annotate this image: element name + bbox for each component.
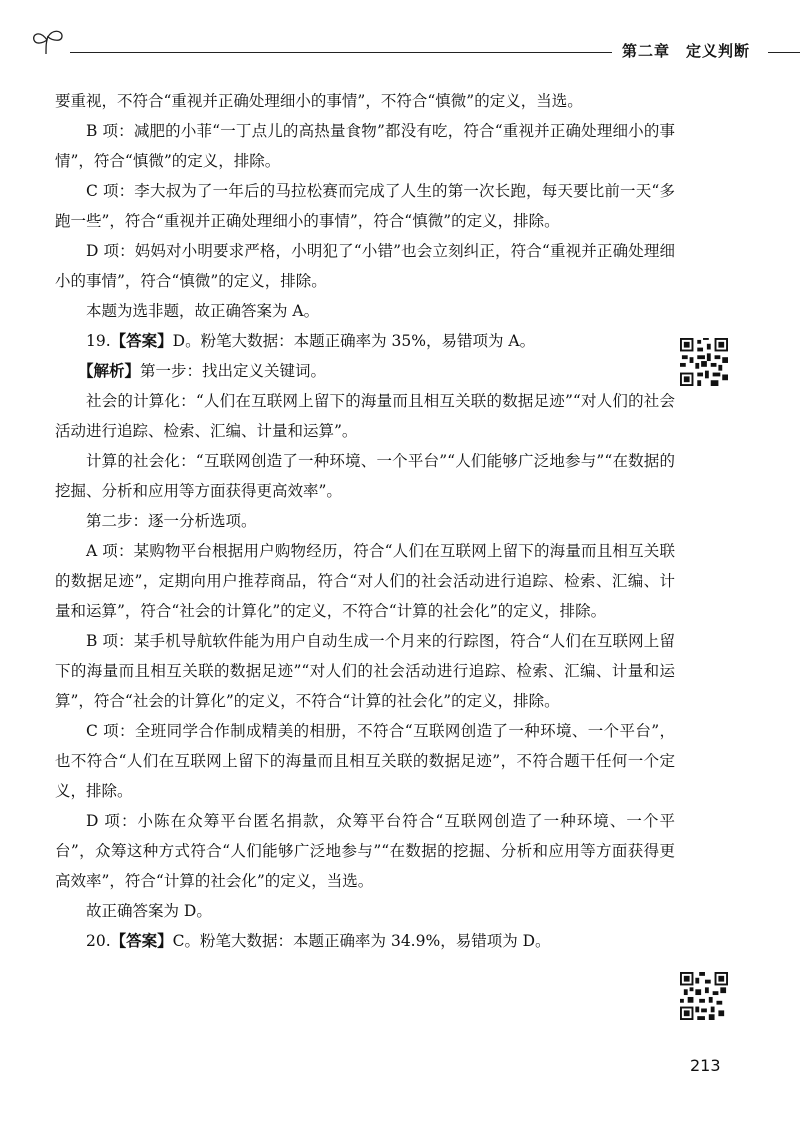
paragraph-option-b-19: B 项：某手机导航软件能为用户自动生成一个月来的行踪图，符合“人们在互联网上留下的海量而且相互关联的数据足迹”“对人们的社会活动进行追踪、检索、汇编、计量和运算”，符合“社会的计算化”的定义，不符合“计算的社会化”的定义，排除。 [55,632,675,710]
paragraph-answer-20: 20.【答案】C。粉笔大数据：本题正确率为 34.9%，易错项为 D。 [86,932,551,950]
paragraph-option-c: C 项：李大叔为了一年后的马拉松赛而完成了人生的第一次长跑，每天要比前一天“多跑一些”，符合“重视并正确处理细小的事情”，符合“慎微”的定义，排除。 [55,182,675,230]
paragraph-definition-2: 计算的社会化：“互联网创造了一种环境、一个平台”“人们能够广泛地参与”“在数据的挖掘、分析和应用等方面获得更高效率”。 [55,452,675,500]
paragraph-option-d-19: D 项：小陈在众筹平台匿名捐款，众筹平台符合“互联网创造了一种环境、一个平台”，众筹这种方式符合“人们能够广泛地参与”“在数据的挖掘、分析和应用等方面获得更高效率”，符合“计算的社会化”的定义，当选。 [55,812,675,890]
sprout-icon [30,28,66,56]
chapter-title: 第二章 定义判断 [622,42,751,60]
page-number: 213 [690,1056,721,1075]
paragraph-continuation: 要重视，不符合“重视并正确处理细小的事情”，不符合“慎微”的定义，当选。 [55,92,583,110]
paragraph-answer-19: 19.【答案】D。粉笔大数据：本题正确率为 35%，易错项为 A。 [86,332,536,350]
paragraph-definition-1: 社会的计算化：“人们在互联网上留下的海量而且相互关联的数据足迹”“对人们的社会活动进行追踪、检索、汇编、计量和运算”。 [55,392,675,440]
header-rule-right [768,52,800,53]
header-rule-left [70,52,612,53]
page-header [30,28,800,64]
paragraph-option-c-19: C 项：全班同学合作制成精美的相册，不符合“互联网创造了一种环境、一个平台”，也不符合“人们在互联网上留下的海量而且相互关联的数据足迹”，不符合题干任何一个定义，排除。 [55,722,675,800]
paragraph-analysis-19: 【解析】第一步：找出定义关键词。 [78,362,327,380]
paragraph-option-d: D 项：妈妈对小明要求严格，小明犯了“小错”也会立刻纠正，符合“重视并正确处理细小的事情”，符合“慎微”的定义，排除。 [55,242,675,290]
qr-code-icon[interactable] [680,338,728,386]
paragraph-option-a-19: A 项：某购物平台根据用户购物经历，符合“人们在互联网上留下的海量而且相互关联的数据足迹”，定期向用户推荐商品，符合“对人们的社会活动进行追踪、检索、汇编、计量和运算”，符合“社会的计算化”的定义，不符合“计算的社会化”的定义，排除。 [55,542,675,620]
paragraph-option-b: B 项：减肥的小菲“一丁点儿的高热量食物”都没有吃，符合“重视并正确处理细小的事情”，符合“慎微”的定义，排除。 [55,122,675,170]
paragraph-conclusion: 本题为选非题，故正确答案为 A。 [86,302,320,320]
paragraph-step-2: 第二步：逐一分析选项。 [86,512,257,530]
paragraph-conclusion-19: 故正确答案为 D。 [86,902,212,920]
qr-code-icon[interactable] [680,972,728,1020]
page-body [55,86,675,956]
